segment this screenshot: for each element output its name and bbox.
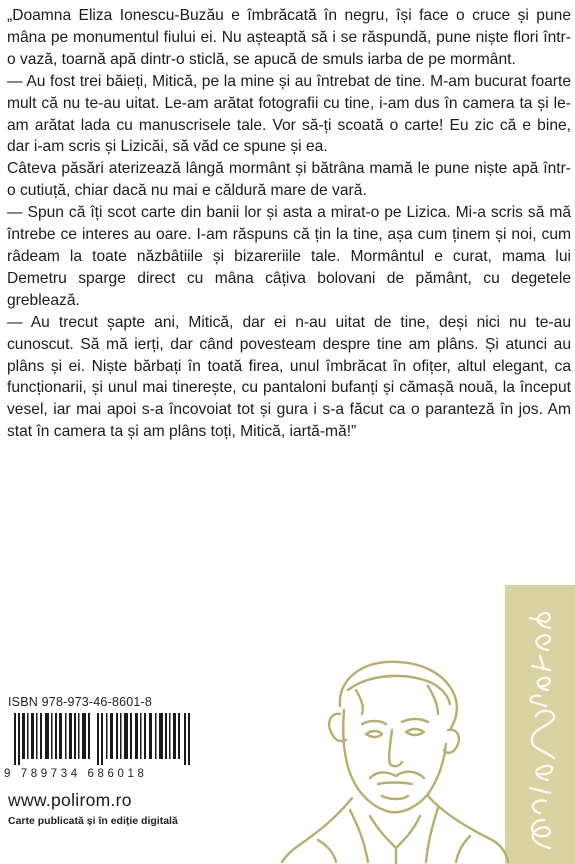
barcode-image [8, 713, 194, 765]
excerpt-paragraph-4: — Spun că îți scot carte din banii lor și asta a mirat-o pe Lizica. Mi-a scris să mă întrebe ce interes au oare. I-am răspuns că țin la tine, așa cum ținem și noi, cum râdeam la toate năzbâtiile și bizareriile tale. Mormântul e curat, mama lui Demetru sparge direct cu mâna câțiva bolovani de pământ, cu degetele greblează. [7, 204, 571, 309]
excerpt-paragraph-5: — Au trecut șapte ani, Mitică, dar ei n-au uitat de tine, deși nici nu te-au cunoscut. Să mă ierți, dar când povesteam despre tine am plâns. Și atunci au plâns și ei. Niște bărbați în toată firea, unul îmbrăcat în ofițer, altul elegant, ca funcționarii, și unul mai tinerește, cu pantaloni bufanți și cămașă nouă, la început vesel, iar mai apoi s-a încovoiat tot și gura i s-a făcut ca o paranteză în jos. Am stat în camera ta și am plâns toți, Mitică, iartă-mă!” [7, 313, 571, 441]
isbn-label: ISBN 978-973-46-8601-8 [8, 695, 153, 709]
excerpt-paragraph-1: „Doamna Eliza Ionescu-Buzău e îmbrăcată în negru, își face o cruce și pune mâna pe monumentul fiului ei. Nu așteaptă să i se răspundă, pune niște flori într-o vază, toarnă apă dintr-o sticlă, se apucă de smuls iarba de pe mormânt. [7, 7, 571, 68]
excerpt-paragraph-2: — Au fost trei băieți, Mitică, pe la mine și au întrebat de tine. M-am bucurat foarte mult că nu te-au uitat. Le-am arătat fotografii cu tine, i-am dus în camera ta și le-am arătat lada cu manuscrisele tale. Vor să-ți scoată o carte! Eu zic că e bine, dar i-am scris și Lizicăi, să văd ce spune și ea. [7, 72, 571, 156]
excerpt-paragraph-3: Câteva păsări aterizează lângă mormânt și bătrâna mamă le pune niște apă într-o cutiuță, chiar dacă nu mai e căldură mare de vară. [7, 160, 571, 200]
author-signature-image [510, 598, 568, 856]
publisher-website: www.polirom.ro [8, 790, 132, 810]
barcode-digits: 9 789734 686018 [4, 768, 148, 780]
digital-edition-note: Carte publicată și în ediție digitală [8, 815, 178, 827]
back-cover-excerpt [7, 5, 571, 443]
author-portrait-illustration [278, 650, 510, 864]
